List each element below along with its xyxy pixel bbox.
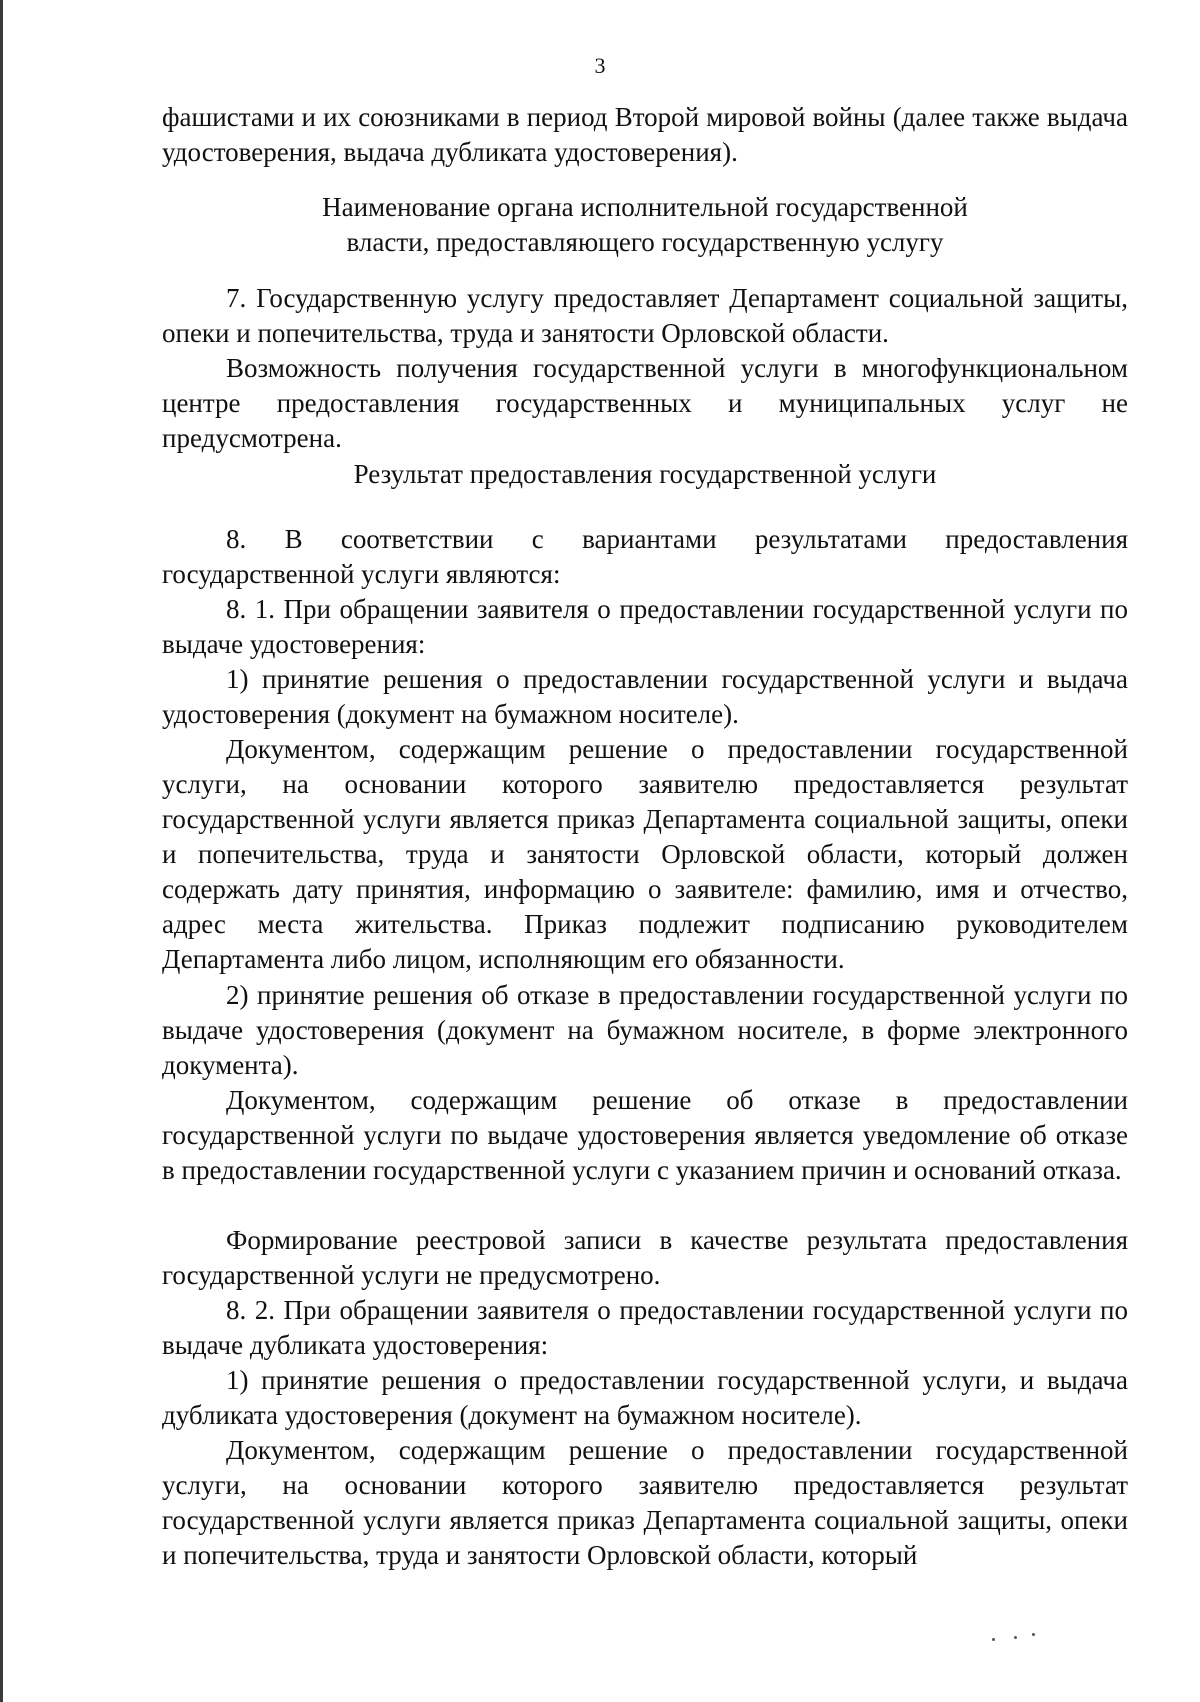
paragraph-8-1-item-1: 1) принятие решения о предоставлении государственной услуги и выдача удостоверения (документ на бумажном носителе). bbox=[162, 664, 1128, 729]
heading-line: Наименование органа исполнительной государственной bbox=[322, 192, 968, 222]
heading-line: Результат предоставления государственной услуги bbox=[353, 459, 937, 489]
scan-speck bbox=[1032, 1633, 1035, 1636]
paragraph-8: 8. В соответствии с вариантами результатами предоставления государственной услуги являются: bbox=[162, 524, 1128, 589]
paragraph-8-1-document: Документом, содержащим решение о предоставлении государственной услуги, на основании которого заявителю предоставляется результат государственной услуги является приказ Департамента социальной защиты, опеки и попечительства, труда и занятости Орловской области, который должен содержать дату принятия, информацию о заявителе: фамилию, имя и отчество, адрес места жительства. Приказ подлежит подписанию руководителем Департамента либо лицом, исполняющим его обязанности. bbox=[162, 734, 1128, 974]
paragraph-continuation: фашистами и их союзниками в период Второй мировой войны (далее также выдача удостоверения, выдача дубликата удостоверения). bbox=[162, 102, 1128, 167]
page-number: 3 bbox=[594, 53, 606, 78]
paragraph-8-1-refusal: Документом, содержащим решение об отказе в предоставлении государственной услуги по выдаче удостоверения является уведомление об отказе в предоставлении государственной услуги с указанием причин и оснований отказа. bbox=[162, 1085, 1128, 1185]
scan-speck bbox=[992, 1638, 995, 1641]
scan-left-edge bbox=[0, 0, 3, 1702]
paragraph-7: 7. Государственную услугу предоставляет Департамент социальной защиты, опеки и попечительства, труда и занятости Орловской области. bbox=[162, 283, 1128, 348]
paragraph-8-2-document: Документом, содержащим решение о предоставлении государственной услуги, на основании которого заявителю предоставляется результат государственной услуги является приказ Департамента социальной защиты, опеки и попечительства, труда и занятости Орловской области, который bbox=[162, 1435, 1128, 1570]
scan-speck bbox=[1014, 1636, 1017, 1639]
heading-line: власти, предоставляющего государственную услугу bbox=[346, 227, 944, 257]
paragraph-8-1-item-2: 2) принятие решения об отказе в предоставлении государственной услуги по выдаче удостоверения (документ на бумажном носителе, в форме электронного документа). bbox=[162, 980, 1128, 1080]
paragraph-registry: Формирование реестровой записи в качестве результата предоставления государственной услуги не предусмотрено. bbox=[162, 1225, 1128, 1290]
paragraph-8-2-item-1: 1) принятие решения о предоставлении государственной услуги, и выдача дубликата удостоверения (документ на бумажном носителе). bbox=[162, 1365, 1128, 1430]
section-heading-authority bbox=[162, 190, 1128, 260]
paragraph-7-mfc: Возможность получения государственной услуги в многофункциональном центре предоставления государственных и муниципальных услуг не предусмотрена. bbox=[162, 353, 1128, 453]
paragraph-8-2: 8. 2. При обращении заявителя о предоставлении государственной услуги по выдаче дубликата удостоверения: bbox=[162, 1295, 1128, 1360]
paragraph-8-1: 8. 1. При обращении заявителя о предоставлении государственной услуги по выдаче удостоверения: bbox=[162, 594, 1128, 659]
section-heading-result bbox=[162, 457, 1128, 492]
